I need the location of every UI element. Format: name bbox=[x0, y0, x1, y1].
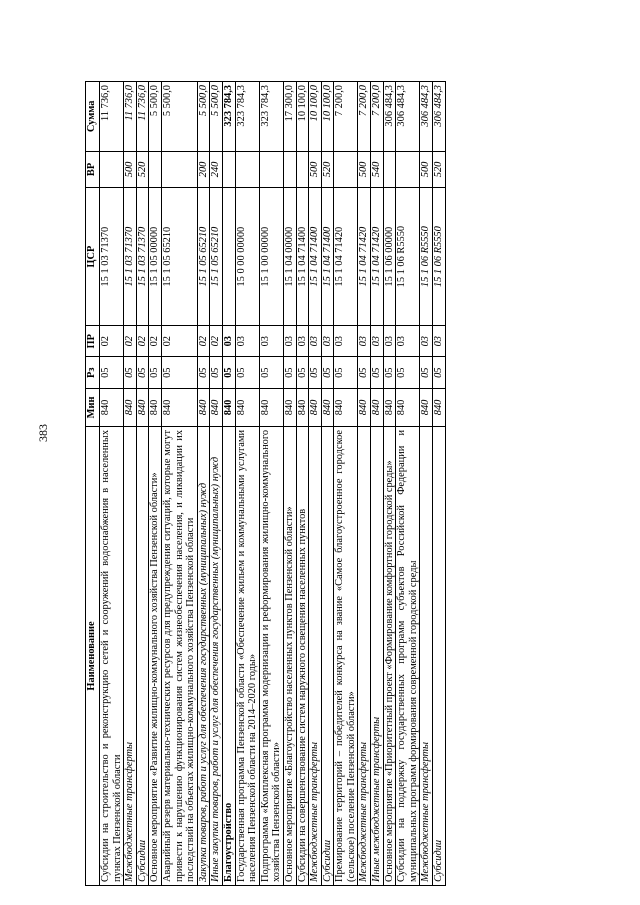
cell-min: 840 bbox=[309, 388, 322, 426]
cell-name: Благоустройство bbox=[222, 426, 235, 885]
cell-min: 840 bbox=[235, 388, 259, 426]
cell-min: 840 bbox=[124, 388, 137, 426]
cell-vr: 500 bbox=[309, 151, 322, 188]
cell-vr: 500 bbox=[420, 151, 433, 188]
cell-min: 840 bbox=[149, 388, 162, 426]
cell-sum: 306 484,3 bbox=[420, 82, 433, 152]
cell-vr bbox=[161, 151, 197, 188]
table-row bbox=[136, 82, 149, 886]
cell-sum: 11 736,0 bbox=[136, 82, 149, 152]
cell-name: Субсидии на поддержку государственных программ субъектов Российской Федерации и муниципальных программ формирования современной городской среды bbox=[396, 426, 420, 885]
cell-vr: 500 bbox=[124, 151, 137, 188]
cell-name: Основное мероприятие «Развитие жилищно-коммунального хозяйства Пензенской области» bbox=[149, 426, 162, 885]
cell-name: Аварийный резерв материально-технических ресурсов для предупреждения ситуаций, которые могут привести к нарушению функционирования систем жизнеобеспечения населения, и ликвидации их последствий на объектах жилищно-коммунального хозяйства Пензенской области bbox=[161, 426, 197, 885]
cell-csr: 15 1 04 00000 bbox=[283, 188, 296, 326]
cell-pr: 02 bbox=[136, 325, 149, 356]
cell-sum: 306 484,3 bbox=[433, 82, 446, 152]
cell-min: 840 bbox=[197, 388, 210, 426]
cell-name: Основное мероприятие «Приоритетный проект «Формирование комфортной городской среды» bbox=[383, 426, 396, 885]
cell-pr: 03 bbox=[433, 325, 446, 356]
cell-min: 840 bbox=[420, 388, 433, 426]
cell-rz: 05 bbox=[358, 357, 371, 388]
table-row bbox=[222, 82, 235, 886]
cell-vr bbox=[334, 151, 358, 188]
cell-sum: 7 200,0 bbox=[334, 82, 358, 152]
cell-min: 840 bbox=[371, 388, 384, 426]
table-row bbox=[235, 82, 259, 886]
cell-name: Межбюджетные трансферты bbox=[309, 426, 322, 885]
table-row bbox=[396, 82, 420, 886]
table-row bbox=[124, 82, 137, 886]
cell-min: 840 bbox=[358, 388, 371, 426]
cell-pr: 03 bbox=[235, 325, 259, 356]
cell-pr: 03 bbox=[383, 325, 396, 356]
cell-name: Субсидии на совершенствование систем наружного освещения населенных пунктов bbox=[296, 426, 309, 885]
table-row bbox=[283, 82, 296, 886]
cell-csr: 15 1 06 R5550 bbox=[433, 188, 446, 326]
cell-rz: 05 bbox=[283, 357, 296, 388]
cell-vr bbox=[396, 151, 420, 188]
cell-rz: 05 bbox=[383, 357, 396, 388]
cell-vr: 240 bbox=[210, 151, 223, 188]
cell-min: 840 bbox=[321, 388, 334, 426]
cell-csr: 15 1 04 71400 bbox=[321, 188, 334, 326]
cell-sum: 7 200,0 bbox=[371, 82, 384, 152]
cell-csr: 15 1 00 00000 bbox=[259, 188, 283, 326]
cell-rz: 05 bbox=[334, 357, 358, 388]
cell-rz: 05 bbox=[197, 357, 210, 388]
cell-csr: 15 1 04 71420 bbox=[358, 188, 371, 326]
cell-rz: 05 bbox=[259, 357, 283, 388]
table-row bbox=[420, 82, 433, 886]
cell-csr: 15 1 04 71420 bbox=[371, 188, 384, 326]
cell-sum: 306 484,3 bbox=[383, 82, 396, 152]
header-name: Наименование bbox=[86, 426, 100, 885]
cell-vr: 520 bbox=[433, 151, 446, 188]
cell-pr: 02 bbox=[100, 325, 124, 356]
table-row bbox=[383, 82, 396, 886]
table-row bbox=[161, 82, 197, 886]
cell-vr bbox=[222, 151, 235, 188]
cell-name: Межбюджетные трансферты bbox=[420, 426, 433, 885]
cell-pr: 03 bbox=[371, 325, 384, 356]
cell-sum: 11 736,0 bbox=[124, 82, 137, 152]
cell-pr: 03 bbox=[420, 325, 433, 356]
cell-min: 840 bbox=[136, 388, 149, 426]
cell-name: Государственная программа Пензенской области «Обеспечение жильем и коммунальными услугами населения Пензенской области на 2014–2020 годы» bbox=[235, 426, 259, 885]
cell-min: 840 bbox=[383, 388, 396, 426]
cell-csr: 15 1 06 00000 bbox=[383, 188, 396, 326]
cell-sum: 5 500,0 bbox=[197, 82, 210, 152]
cell-min: 840 bbox=[210, 388, 223, 426]
cell-name: Премирование территорий – победителей конкурса на звание «Самое благоустроенное городское (сельское) поселение Пензенской области» bbox=[334, 426, 358, 885]
cell-pr: 03 bbox=[334, 325, 358, 356]
cell-min: 840 bbox=[259, 388, 283, 426]
cell-vr: 520 bbox=[321, 151, 334, 188]
header-min: Мин bbox=[86, 388, 100, 426]
cell-vr bbox=[283, 151, 296, 188]
header-pr: ПР bbox=[86, 325, 100, 356]
cell-pr: 03 bbox=[309, 325, 322, 356]
cell-sum: 7 200,0 bbox=[358, 82, 371, 152]
cell-name: Основное мероприятие «Благоустройство населенных пунктов Пензенской области» bbox=[283, 426, 296, 885]
cell-name: Иные закупки товаров, работ и услуг для обеспечения государственных (муниципальных) нужд bbox=[210, 426, 223, 885]
cell-csr bbox=[222, 188, 235, 326]
table-row bbox=[210, 82, 223, 886]
header-vr: ВР bbox=[86, 151, 100, 188]
cell-pr: 03 bbox=[259, 325, 283, 356]
cell-min: 840 bbox=[433, 388, 446, 426]
cell-rz: 05 bbox=[124, 357, 137, 388]
cell-vr bbox=[100, 151, 124, 188]
cell-rz: 05 bbox=[296, 357, 309, 388]
cell-sum: 10 100,0 bbox=[309, 82, 322, 152]
cell-pr: 03 bbox=[321, 325, 334, 356]
cell-sum: 306 484,3 bbox=[396, 82, 420, 152]
cell-name: Субсидии bbox=[321, 426, 334, 885]
cell-csr: 15 1 04 71420 bbox=[334, 188, 358, 326]
budget-table-container bbox=[85, 81, 446, 886]
table-row bbox=[197, 82, 210, 886]
cell-csr: 15 1 05 65210 bbox=[161, 188, 197, 326]
cell-rz: 05 bbox=[235, 357, 259, 388]
cell-pr: 03 bbox=[222, 325, 235, 356]
cell-name: Подпрограмма «Комплексная программа модернизации и реформирования жилищно-коммунального хозяйства Пензенской области» bbox=[259, 426, 283, 885]
cell-name: Межбюджетные трансферты bbox=[124, 426, 137, 885]
cell-min: 840 bbox=[100, 388, 124, 426]
cell-sum: 11 736,0 bbox=[100, 82, 124, 152]
table-row bbox=[321, 82, 334, 886]
cell-csr: 15 0 00 00000 bbox=[235, 188, 259, 326]
cell-name: Иные межбюджетные трансферты bbox=[371, 426, 384, 885]
cell-sum: 17 300,0 bbox=[283, 82, 296, 152]
cell-rz: 05 bbox=[100, 357, 124, 388]
cell-pr: 02 bbox=[210, 325, 223, 356]
cell-rz: 05 bbox=[136, 357, 149, 388]
cell-min: 840 bbox=[283, 388, 296, 426]
cell-name: Закупка товаров, работ и услуг для обеспечения государственных (муниципальных) нужд bbox=[197, 426, 210, 885]
cell-min: 840 bbox=[161, 388, 197, 426]
cell-rz: 05 bbox=[161, 357, 197, 388]
cell-pr: 02 bbox=[197, 325, 210, 356]
budget-table bbox=[85, 81, 446, 886]
cell-min: 840 bbox=[222, 388, 235, 426]
cell-pr: 03 bbox=[296, 325, 309, 356]
cell-csr: 15 1 03 71370 bbox=[124, 188, 137, 326]
cell-sum: 5 500,0 bbox=[149, 82, 162, 152]
cell-min: 840 bbox=[396, 388, 420, 426]
cell-csr: 15 1 06 R5550 bbox=[396, 188, 420, 326]
cell-sum: 10 100,0 bbox=[321, 82, 334, 152]
cell-pr: 02 bbox=[161, 325, 197, 356]
cell-pr: 03 bbox=[358, 325, 371, 356]
table-row bbox=[149, 82, 162, 886]
cell-rz: 05 bbox=[420, 357, 433, 388]
table-row bbox=[100, 82, 124, 886]
cell-csr: 15 1 04 71400 bbox=[309, 188, 322, 326]
table-row bbox=[334, 82, 358, 886]
cell-rz: 05 bbox=[321, 357, 334, 388]
cell-csr: 15 1 06 R5550 bbox=[420, 188, 433, 326]
cell-rz: 05 bbox=[396, 357, 420, 388]
cell-vr bbox=[383, 151, 396, 188]
cell-min: 840 bbox=[296, 388, 309, 426]
cell-rz: 05 bbox=[222, 357, 235, 388]
cell-name: Субсидии bbox=[136, 426, 149, 885]
cell-pr: 02 bbox=[124, 325, 137, 356]
cell-csr: 15 1 03 71370 bbox=[100, 188, 124, 326]
cell-vr bbox=[296, 151, 309, 188]
cell-sum: 323 784,3 bbox=[222, 82, 235, 152]
cell-pr: 02 bbox=[149, 325, 162, 356]
cell-rz: 05 bbox=[309, 357, 322, 388]
cell-vr bbox=[235, 151, 259, 188]
cell-pr: 03 bbox=[283, 325, 296, 356]
cell-rz: 05 bbox=[371, 357, 384, 388]
cell-vr: 500 bbox=[358, 151, 371, 188]
cell-vr: 200 bbox=[197, 151, 210, 188]
cell-csr: 15 1 05 65210 bbox=[197, 188, 210, 326]
table-row bbox=[259, 82, 283, 886]
cell-vr bbox=[259, 151, 283, 188]
header-rz: Рз bbox=[86, 357, 100, 388]
table-row bbox=[433, 82, 446, 886]
cell-vr: 520 bbox=[136, 151, 149, 188]
cell-sum: 5 500,0 bbox=[161, 82, 197, 152]
cell-csr: 15 1 03 71370 bbox=[136, 188, 149, 326]
cell-csr: 15 1 04 71400 bbox=[296, 188, 309, 326]
cell-rz: 05 bbox=[433, 357, 446, 388]
cell-name: Субсидии на строительство и реконструкцию сетей и сооружений водоснабжения в населенных пунктах Пензенской области bbox=[100, 426, 124, 885]
table-row bbox=[296, 82, 309, 886]
cell-name: Субсидии bbox=[433, 426, 446, 885]
cell-rz: 05 bbox=[210, 357, 223, 388]
cell-rz: 05 bbox=[149, 357, 162, 388]
cell-vr bbox=[149, 151, 162, 188]
header-csr: ЦСР bbox=[86, 188, 100, 326]
table-header-row bbox=[86, 82, 100, 886]
cell-name: Межбюджетные трансферты bbox=[358, 426, 371, 885]
cell-csr: 15 1 05 65210 bbox=[210, 188, 223, 326]
cell-vr: 540 bbox=[371, 151, 384, 188]
cell-sum: 323 784,3 bbox=[259, 82, 283, 152]
table-row bbox=[371, 82, 384, 886]
table-row bbox=[358, 82, 371, 886]
cell-sum: 323 784,3 bbox=[235, 82, 259, 152]
cell-sum: 10 100,0 bbox=[296, 82, 309, 152]
page-number: 383 bbox=[36, 424, 50, 442]
cell-sum: 5 500,0 bbox=[210, 82, 223, 152]
cell-csr: 15 1 05 00000 bbox=[149, 188, 162, 326]
cell-min: 840 bbox=[334, 388, 358, 426]
table-body bbox=[100, 82, 446, 886]
header-sum: Сумма bbox=[86, 82, 100, 152]
cell-pr: 03 bbox=[396, 325, 420, 356]
table-row bbox=[309, 82, 322, 886]
